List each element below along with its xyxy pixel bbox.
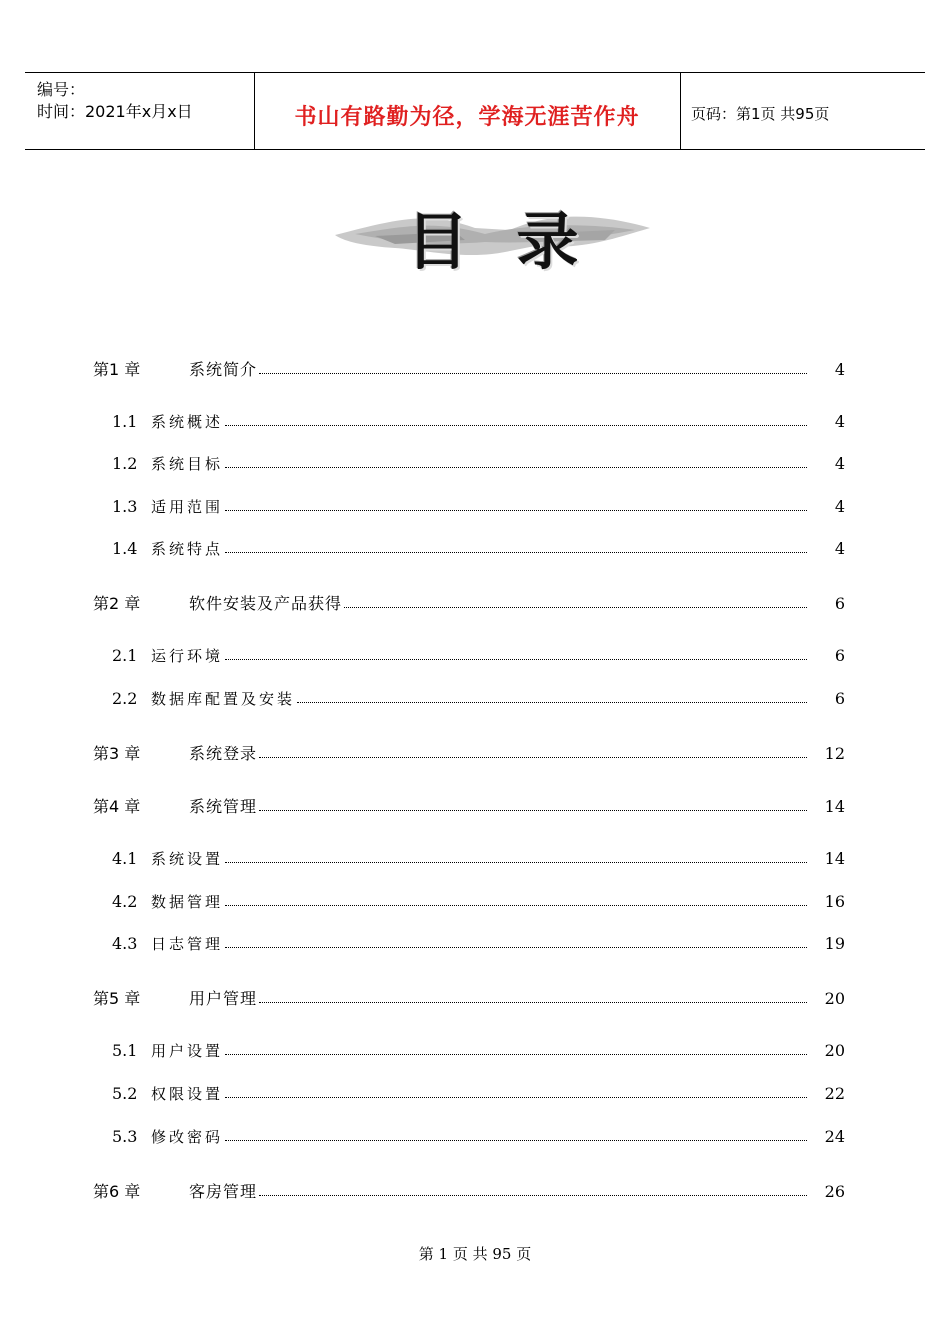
toc-entry-page: 6 xyxy=(834,594,845,613)
toc-entry[interactable] xyxy=(0,847,950,871)
toc-entry[interactable] xyxy=(0,410,950,434)
toc-entry-page: 20 xyxy=(824,1041,845,1060)
toc-dot-leader xyxy=(297,702,807,703)
toc-dot-leader xyxy=(225,510,807,511)
toc-entry-title: 系统设置 xyxy=(151,850,224,868)
toc-entry-page: 14 xyxy=(824,797,845,816)
toc-dot-leader xyxy=(225,467,807,468)
toc-title: 目录 xyxy=(406,205,627,278)
toc-entry-number: 1.4 xyxy=(112,539,138,558)
toc-entry-title: 适用范围 xyxy=(151,498,224,516)
header-page-info: 页码：第1页 共95页 xyxy=(691,105,830,123)
toc-entry-page: 6 xyxy=(834,689,845,708)
toc-entry-title: 用户管理 xyxy=(189,989,258,1008)
motto: 书山有路勤为径，学海无涯苦作舟 xyxy=(294,104,640,130)
toc-entry-title: 系统特点 xyxy=(151,540,224,558)
toc-entry[interactable] xyxy=(0,358,950,382)
toc-dot-leader xyxy=(259,373,807,374)
toc-entry-title: 运行环境 xyxy=(151,647,224,665)
toc-entry-title: 数据库配置及安装 xyxy=(151,690,296,708)
toc-dot-leader xyxy=(225,1097,807,1098)
toc-entry-page: 19 xyxy=(824,934,845,953)
toc-entry-number: 第6 章 xyxy=(93,1182,141,1201)
toc-entry[interactable] xyxy=(0,1125,950,1149)
toc-dot-leader xyxy=(225,1054,807,1055)
toc-dot-leader xyxy=(259,1002,807,1003)
toc-dot-leader xyxy=(225,905,807,906)
toc-entry-page: 6 xyxy=(834,646,845,665)
toc-entry[interactable] xyxy=(0,1180,950,1204)
toc-entry[interactable] xyxy=(0,795,950,819)
toc-entry-number: 第5 章 xyxy=(93,989,141,1008)
toc-entry-title: 数据管理 xyxy=(151,893,224,911)
toc-entry-title: 修改密码 xyxy=(151,1128,224,1146)
toc-entry[interactable] xyxy=(0,890,950,914)
toc-entry-number: 2.2 xyxy=(112,689,138,708)
toc-entry-title: 客房管理 xyxy=(189,1182,258,1201)
page-footer: 第 1 页 共 95 页 xyxy=(418,1245,532,1263)
toc-dot-leader xyxy=(225,947,807,948)
toc-entry-number: 5.1 xyxy=(112,1041,138,1060)
toc-dot-leader xyxy=(259,810,807,811)
toc-entry-page: 4 xyxy=(834,360,845,379)
toc-entry-title: 用户设置 xyxy=(151,1042,224,1060)
toc-entry-page: 4 xyxy=(834,412,845,431)
toc-entry-number: 2.1 xyxy=(112,646,138,665)
toc-entry-number: 5.3 xyxy=(112,1127,138,1146)
toc-entry[interactable] xyxy=(0,742,950,766)
toc-dot-leader xyxy=(225,862,807,863)
toc-entry-number: 第1 章 xyxy=(93,360,141,379)
toc-entry-number: 4.2 xyxy=(112,892,138,911)
toc-dot-leader xyxy=(344,607,807,608)
toc-entry-title: 系统管理 xyxy=(189,797,258,816)
toc-entry[interactable] xyxy=(0,1039,950,1063)
toc-entry-number: 5.2 xyxy=(112,1084,138,1103)
toc-entry[interactable] xyxy=(0,687,950,711)
toc-entry-page: 12 xyxy=(824,744,845,763)
toc-entry-number: 4.1 xyxy=(112,849,138,868)
toc-entry-title: 日志管理 xyxy=(151,935,224,953)
toc-entry[interactable] xyxy=(0,644,950,668)
toc-entry[interactable] xyxy=(0,1082,950,1106)
toc-entry[interactable] xyxy=(0,592,950,616)
toc-entry-title: 系统简介 xyxy=(189,360,258,379)
toc-entry[interactable] xyxy=(0,495,950,519)
toc-entry-number: 1.3 xyxy=(112,497,138,516)
toc-entry-number: 1.2 xyxy=(112,454,138,473)
toc-entry-number: 第3 章 xyxy=(93,744,141,763)
toc-dot-leader xyxy=(259,757,807,758)
toc-dot-leader xyxy=(225,1140,807,1141)
toc-entry-number: 第4 章 xyxy=(93,797,141,816)
toc-entry-title: 系统登录 xyxy=(189,744,258,763)
toc-entry-title: 权限设置 xyxy=(151,1085,224,1103)
toc-entry-title: 系统概述 xyxy=(151,413,224,431)
toc-entry-page: 26 xyxy=(824,1182,845,1201)
toc-entry-number: 4.3 xyxy=(112,934,138,953)
toc-entry-page: 4 xyxy=(834,497,845,516)
toc-entry-page: 4 xyxy=(834,454,845,473)
toc-entry-page: 22 xyxy=(824,1084,845,1103)
toc-entry-page: 20 xyxy=(824,989,845,1008)
toc-dot-leader xyxy=(225,425,807,426)
toc-dot-leader xyxy=(225,659,807,660)
number-label: 编号： xyxy=(37,80,86,99)
toc-dot-leader xyxy=(225,552,807,553)
toc-entry-page: 4 xyxy=(834,539,845,558)
toc-entry-number: 第2 章 xyxy=(93,594,141,613)
toc-entry-page: 14 xyxy=(824,849,845,868)
toc-entry[interactable] xyxy=(0,932,950,956)
toc-entry-number: 1.1 xyxy=(112,412,138,431)
toc-entry-title: 软件安装及产品获得 xyxy=(189,594,343,613)
toc-entry[interactable] xyxy=(0,452,950,476)
toc-entry-page: 24 xyxy=(824,1127,845,1146)
time-label: 时间：2021年x月x日 xyxy=(37,102,193,121)
toc-dot-leader xyxy=(259,1195,807,1196)
toc-entry-title: 系统目标 xyxy=(151,455,224,473)
toc-entry[interactable] xyxy=(0,537,950,561)
toc-entry[interactable] xyxy=(0,987,950,1011)
toc-entry-page: 16 xyxy=(824,892,845,911)
